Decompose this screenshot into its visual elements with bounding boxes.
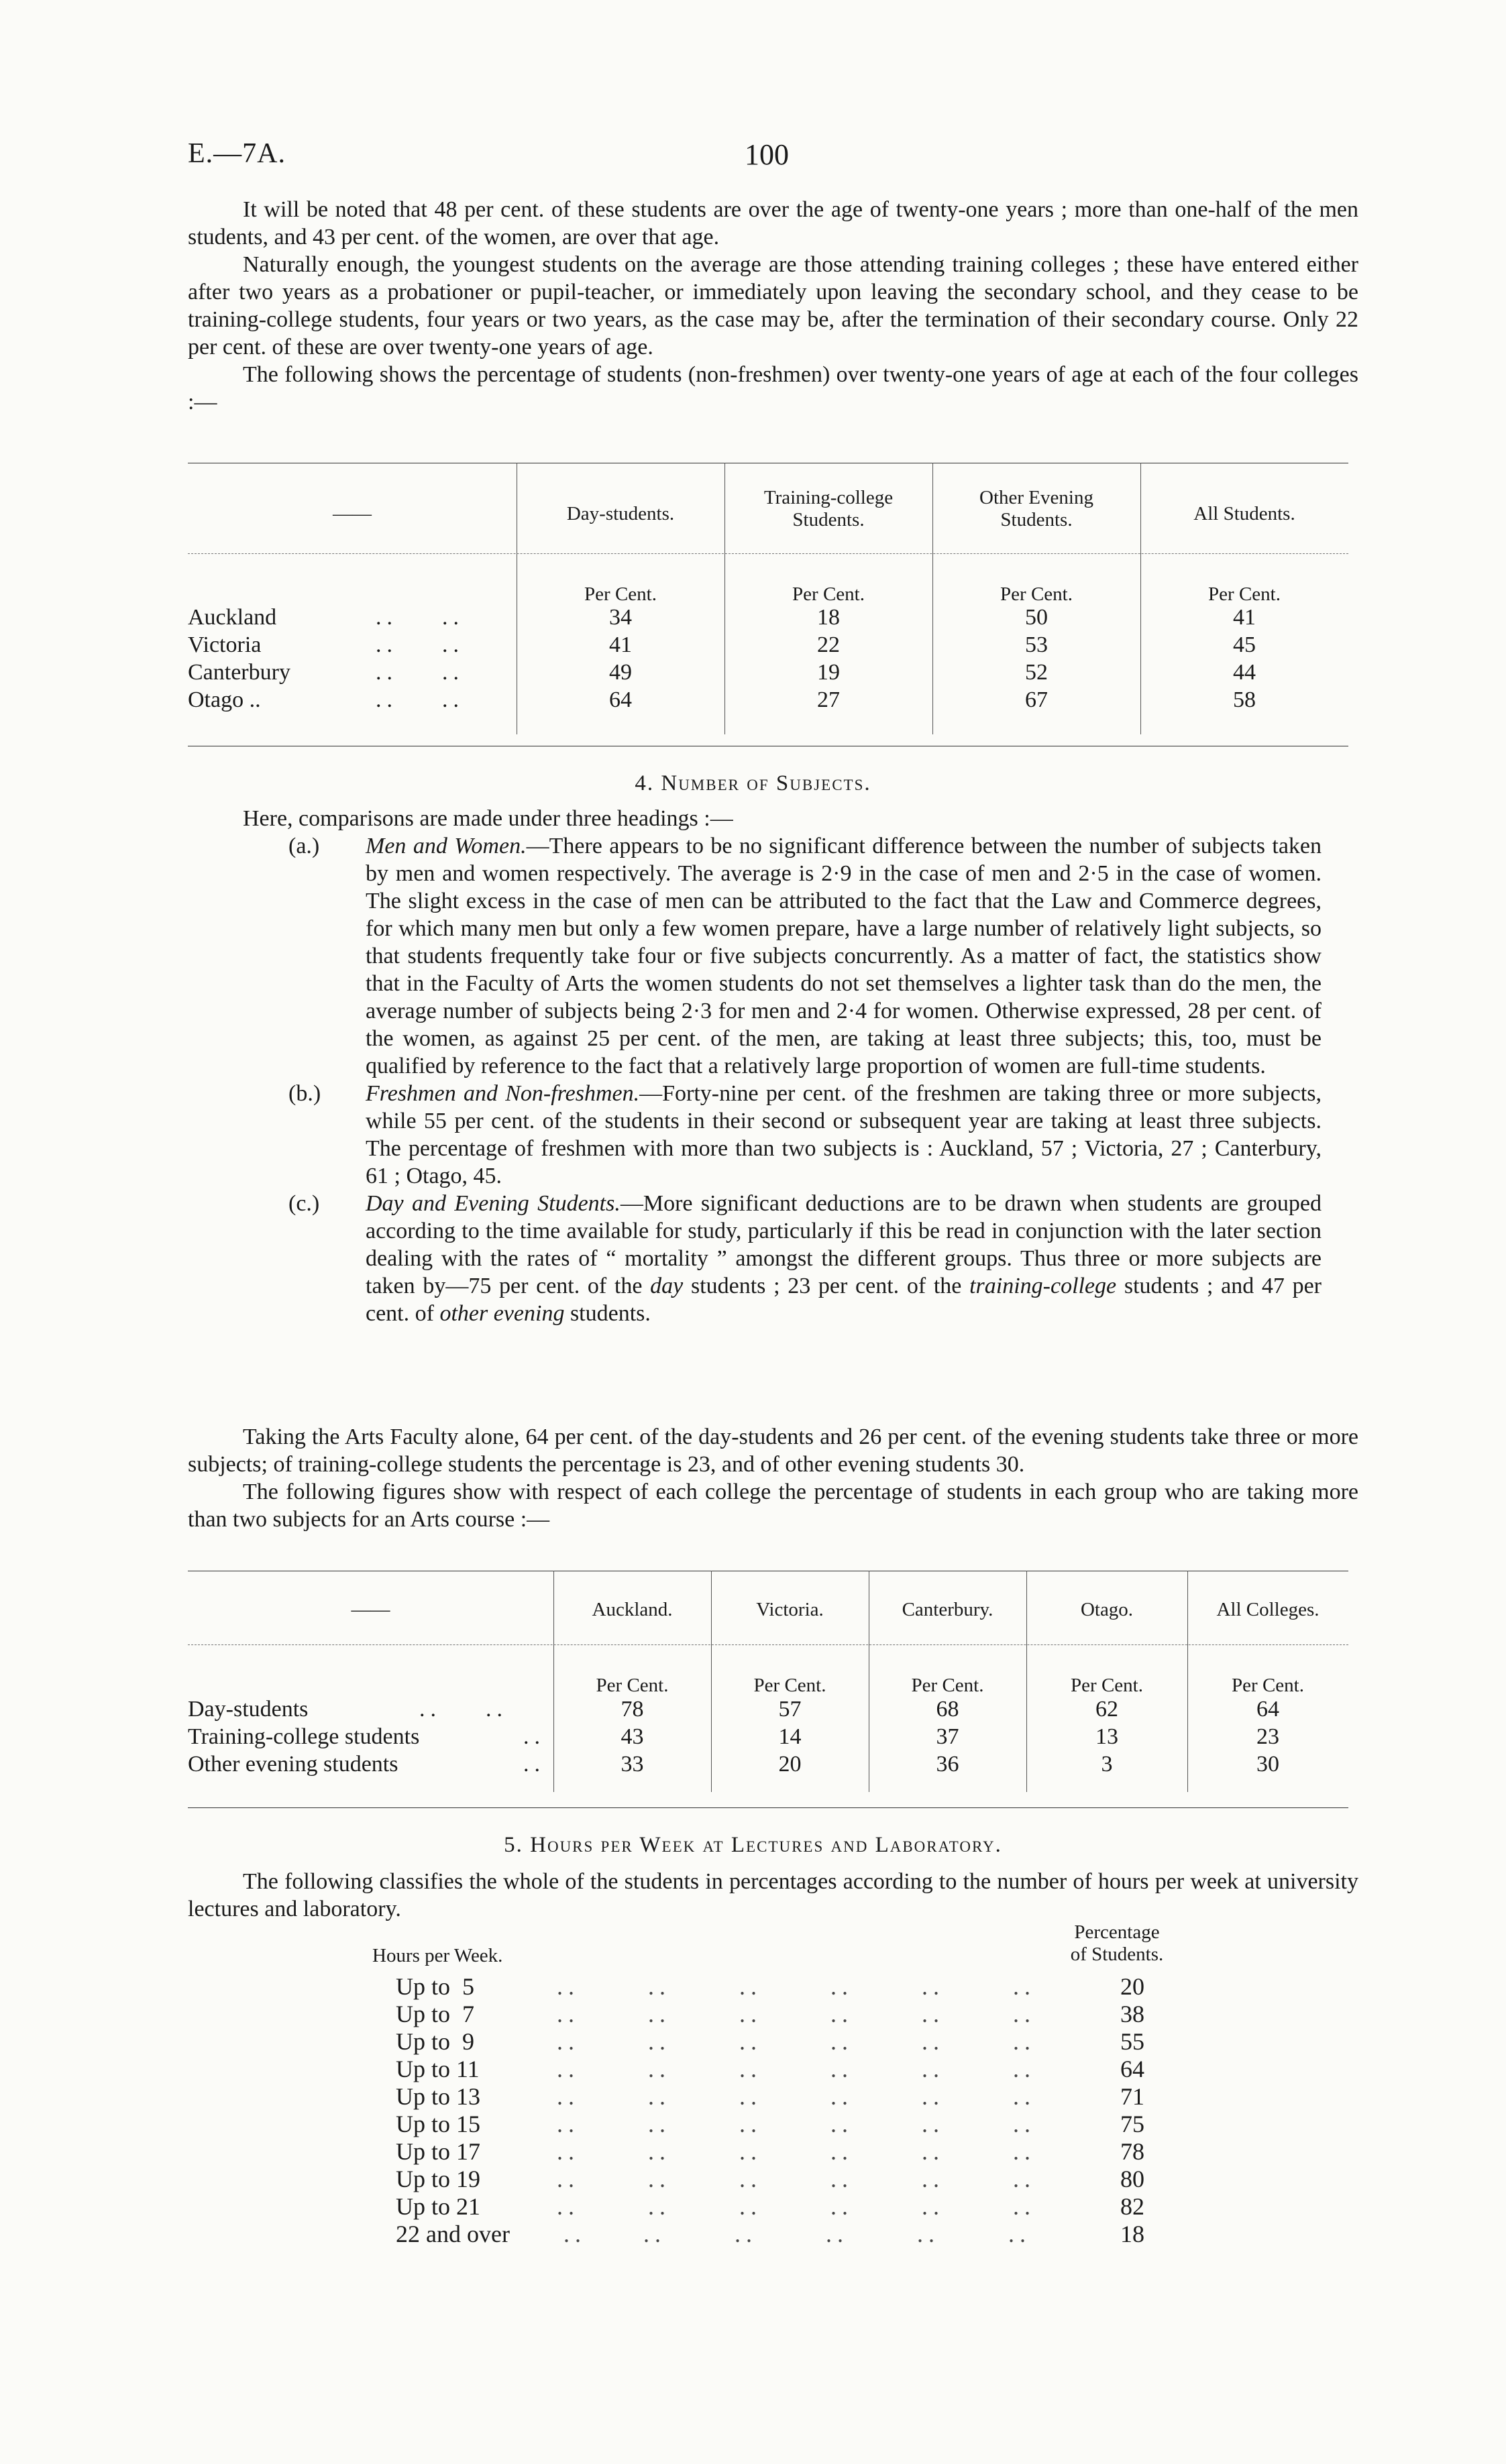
- table-cell: 3: [1101, 1752, 1113, 1777]
- unit-label: Per Cent.: [911, 1675, 984, 1696]
- unit-label: Per Cent.: [584, 583, 657, 605]
- section-title: 4. Number of Subjects.: [635, 771, 871, 795]
- percentage-column-header: Percentage of Students.: [1070, 1921, 1164, 1965]
- paragraph: The following shows the percentage of students (non-freshmen) over twenty-one years of age at each of the four colleges :—: [188, 362, 1358, 414]
- table-cell: 50: [1025, 605, 1048, 630]
- table-cell: 34: [609, 605, 632, 630]
- paragraph: Naturally enough, the youngest students on the average are those attending training colleges ; these have entered either after two years as a probationer or pupil-teacher, or immediately upon leaving the secondary school, and they cease to be training-college students, four years or two years, as the case may be, after the termination of their secondary course. Only 22 per cent. of these are over twenty-one years of age.: [188, 252, 1358, 359]
- table-bottom-rule: [188, 1807, 1348, 1808]
- column-header: Other Evening Students.: [979, 487, 1093, 530]
- row-label: Canterbury: [188, 660, 290, 685]
- column-header: Day-students.: [566, 503, 675, 524]
- table-cell: 14: [778, 1724, 802, 1749]
- table-cell: 68: [936, 1697, 959, 1722]
- table-cell: 52: [1025, 660, 1048, 685]
- hours-column-header: Hours per Week.: [372, 1945, 503, 1966]
- unit-label: Per Cent.: [1208, 583, 1281, 605]
- row-label: Otago ..: [188, 687, 261, 712]
- table-cell: 57: [778, 1697, 802, 1722]
- row-label: Victoria: [188, 632, 262, 657]
- intro-text: [188, 196, 1358, 416]
- table-cell: 30: [1256, 1752, 1279, 1777]
- table-cell: 27: [817, 687, 840, 712]
- section-title: 5. Hours per Week at Lectures and Laboratory.: [504, 1833, 1002, 1857]
- table-cell: 20: [778, 1752, 802, 1777]
- table-cell: 13: [1095, 1724, 1118, 1749]
- subjects-list: [288, 832, 1322, 1327]
- paragraph: Taking the Arts Faculty alone, 64 per cent. of the day-students and 26 per cent. of the evening students take three or more subjects; of training-college students the percentage is 23, and of other evening students 30.: [188, 1424, 1358, 1477]
- table-cell: 78: [621, 1697, 644, 1722]
- column-header: Auckland.: [592, 1599, 673, 1620]
- table-cell: 44: [1233, 660, 1256, 685]
- section4-after: [188, 1423, 1358, 1533]
- table-cell: 41: [1233, 605, 1256, 630]
- table-cell: 23: [1256, 1724, 1279, 1749]
- row-label: Other evening students: [188, 1752, 398, 1777]
- row-label: Day-students: [188, 1697, 309, 1722]
- table-cell: 45: [1233, 632, 1256, 657]
- table-cell: 58: [1233, 687, 1256, 712]
- paragraph: It will be noted that 48 per cent. of these students are over the age of twenty-one years ; more than one-half of the men students, and 43 per cent. of the women, are over that age.: [188, 197, 1358, 249]
- column-header: Otago.: [1080, 1599, 1134, 1620]
- list-item: (a.) Men and Women.—There appears to be no significant difference between the number of subjects taken by men and women respectively. The average is 2·9 in the case of men and 2·5 in the case of women. The slight excess in the case of men can be attributed to the fact that the Law and Commerce degrees, for which many men but only a few women prepare, have a large number of relatively light subjects, so that students frequently take four or five subjects concurrently. As a matter of fact, the statistics show that in the Faculty of Arts the women students do not set themselves a lighter task than do the men, the average number of subjects being 2·3 for men and 2·4 for women. Otherwise expressed, 28 per cent. of the women, as against 25 per cent. of the men, are taking at least three subjects; this, too, must be qualified by reference to the fact that a relatively large proportion of women are full-time students.: [288, 834, 1322, 1078]
- table-cell: 37: [936, 1724, 959, 1749]
- table-cell: 33: [621, 1752, 644, 1777]
- table-blank-header: ——: [333, 503, 372, 524]
- table-cell: 22: [817, 632, 840, 657]
- table-cell: 49: [609, 660, 632, 685]
- list-item: (c.) Day and Evening Students.—More significant deductions are to be drawn when students are grouped according to the time available for study, particularly if this be read in conjunction with the later section dealing with the rates of “ mortality ” amongst the different groups. Thus three or more subjects are taken by—75 per cent. of the day students ; 23 per cent. of the training-college students ; and 47 per cent. of other evening students.: [288, 1191, 1322, 1326]
- table-cell: 18: [817, 605, 840, 630]
- table-cell: 36: [936, 1752, 959, 1777]
- table-cell: 67: [1025, 687, 1048, 712]
- unit-label: Per Cent.: [1000, 583, 1073, 605]
- document-page: E.—7A. 100 It will be noted that 48 per cent. of these students are over the age of twenty-one years ; more than one-half of the men students, and 43 per cent. of the women, are over that age. Naturally enough, the youngest students on the average are those attending training colleges ; these have entered either after two years as a probationer or pupil-teacher, or immediately upon leaving the secondary school, and they cease to be training-college students, four years or two years, as the case may be, after the termination of their secondary course. Only 22 per cent. of these are over twenty-one years of age. The following shows the percentage of students (non-freshmen) over twenty-one years of age at each of the four colleges :— —— Day-students. Training-college Students. Other Evening Students. All Students. Per Cent. Per Cent. Per Cent. Per Cent. Auckland .. .. 34 18 50 41 Victoria .. .. 41 22 53 45 Canterbury .. .. 49 19 52 44 Otago .. .. .. 64 27 67 58 4. Number of Subjects. Here, comparisons are made under three headings :— (a.) Men and Women.—There appears to be no significant difference between the number of subjects taken by men and women respectively. The average is 2·9 in the case of men and 2·5 in the case of women. The slight excess in the case of men can be attributed to the fact that the Law and Commerce degrees, for which many men but only a few women prepare, have a large number of relatively light subjects, so that students frequently take four or five subjects concurrently. As a matter of fact, the statistics show that in the Faculty of Arts the women students do not set themselves a lighter task than do the men, the average number of subjects being 2·3 for men and 2·4 for women. Otherwise expressed, 28 per cent. of the women, as against 25 per cent. of the men, are taking at least three subjects; this, too, must be qualified by reference to the fact that a relatively large proportion of women are full-time students. (b.) Freshmen and Non-freshmen.—Forty-nine per cent. of the freshmen are taking three or more subjects, while 55 per cent. of the students in their second or subsequent year are taking at least three subjects. The percentage of freshmen with more than two subjects is : Auckland, 57 ; Victoria, 27 ; Canterbury, 61 ; Otago, 45. (c.) Day and Evening Students.—More significant deductions are to be drawn when students are grouped according to the time available for study, particularly if this be read in conjunction with the later section dealing with the rates of “ mortality ” amongst the different groups. Thus three or more subjects are taken by—75 per cent. of the day students ; 23 per cent. of the training-college students ; and 47 per cent. of other evening students. Taking the Arts Faculty alone, 64 per cent. of the day-students and 26 per cent. of the evening students take three or more subjects; of training-college students the percentage is 23, and of other evening students 30. The following figures show with respect of each college the percentage of students in each group who are taking more than two subjects for an Arts course :— —— Auckland. Victoria. Canterbury. Otago. All Colleges. Per Cent. Per Cent. Per Cent. Per Cent. Per Cent. Day-students .. .. 78 57 68 62 64 Training-college students .. 43 14 37 13 23 Other evening students .. 33 20 36 3 30 5. Hours per Week at Lectures and Laboratory. The following classifies the whole of the students in percentages according to the number of hours per week at university lectures and laboratory. Hours per Week. Percentage of Students. Up to 5 .. .. .. .. .. .. 20 Up to 7 .. .. .. .. .. .. 38 Up to 9 .. .. .. .. .. .. 55 Up to 11 .. .. .. .. .. .. 64 Up to 13 .. .. .. .. .. .. 71 Up to 15 .. .. .. .. .. .. 75 Up to 17 .. .. .. .. .. .. 78 Up to 19 .. .. .. .. .. .. 80 Up to 21 .. .. .. .. .. .. 82 22 and over .. .. .. .. .. .. 18: [0, 0, 1506, 2464]
- table-cell: 64: [609, 687, 632, 712]
- column-header: Victoria.: [756, 1599, 824, 1620]
- table-cell: 53: [1025, 632, 1048, 657]
- table-cell: 19: [817, 660, 840, 685]
- paragraph: The following figures show with respect of each college the percentage of students in each group who are taking more than two subjects for an Arts course :—: [188, 1479, 1358, 1532]
- section4-lead: Here, comparisons are made under three headings :—: [243, 806, 733, 831]
- section5-lead: The following classifies the whole of the students in percentages according to the number of hours per week at university lectures and laboratory.: [188, 1869, 1358, 1921]
- table-cell: 43: [621, 1724, 644, 1749]
- table-cell: 64: [1256, 1697, 1279, 1722]
- column-header: Training-college Students.: [763, 487, 894, 530]
- page-number: 100: [745, 138, 789, 171]
- list-item: (b.) Freshmen and Non-freshmen.—Forty-nine per cent. of the freshmen are taking three or more subjects, while 55 per cent. of the students in their second or subsequent year are taking at least three subjects. The percentage of freshmen with more than two subjects is : Auckland, 57 ; Victoria, 27 ; Canterbury, 61 ; Otago, 45.: [288, 1081, 1322, 1188]
- document-code: E.—7A.: [188, 138, 286, 169]
- arts-subjects-table: —— Auckland. Victoria. Canterbury. Otago. All Colleges. Per Cent. Per Cent. Per Cent. Per Cent. Per Cent. Day-students .. .. 78 57 68 62 64 Training-college students .. 43 14 37 13 23 Other evening students .. 33 20 36 3 30: [188, 1571, 1348, 1805]
- column-header: All Colleges.: [1216, 1599, 1320, 1620]
- age-table: —— Day-students. Training-college Students. Other Evening Students. All Students. Per Cent. Per Cent. Per Cent. Per Cent. Auckland .. .. 34 18 50 41 Victoria .. .. 41 22 53 45 Canterbury .. .. 49 19 52 44 Otago .. .. .. 64 27 67 58: [188, 463, 1348, 744]
- unit-label: Per Cent.: [1232, 1675, 1304, 1696]
- table-cell: 62: [1095, 1697, 1118, 1722]
- table-cell: 41: [609, 632, 632, 657]
- unit-label: Per Cent.: [792, 583, 865, 605]
- unit-label: Per Cent.: [1071, 1675, 1143, 1696]
- unit-label: Per Cent.: [753, 1675, 826, 1696]
- column-header: All Students.: [1193, 503, 1295, 524]
- row-label: Auckland: [188, 605, 277, 630]
- column-header: Canterbury.: [902, 1599, 993, 1620]
- table-blank-header: ——: [351, 1599, 390, 1620]
- row-label: Training-college students: [188, 1724, 420, 1749]
- unit-label: Per Cent.: [596, 1675, 669, 1696]
